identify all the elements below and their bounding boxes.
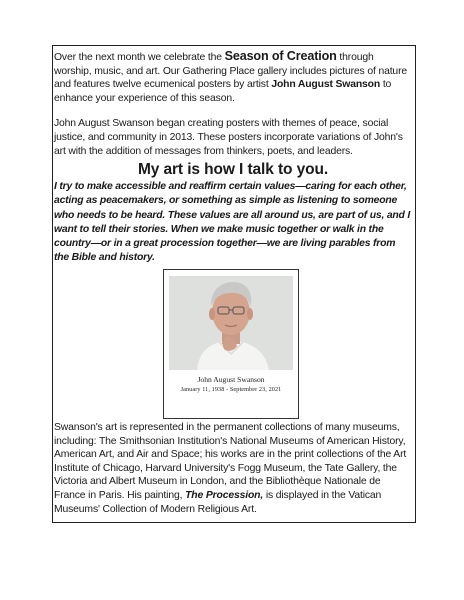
artist-quote: I try to make accessible and reaffirm certain values—caring for each other, acting as peacemakers, or something as simple as listening to someone who needs to be heard. These values are all around us, are part of us, and I want to tell their stories. When we make music together or walk in the country—or in a great procession together—we are living parables from the Bible and history. [54, 181, 411, 264]
photo-caption [169, 375, 293, 394]
intro-text-3: to enhance your experience of this season. [54, 79, 392, 104]
collections-text-2: is displayed in the Vatican Museums' Collection of Modern Religious Art. [54, 489, 382, 515]
artist-name: John August Swanson [271, 79, 381, 91]
intro-text-1: Over the next month we celebrate the [54, 52, 225, 63]
caption-name: John August Swanson [197, 375, 265, 384]
artist-portrait [169, 276, 293, 370]
season-of-creation: Season of Creation [224, 49, 337, 63]
painting-title: The Procession, [185, 489, 264, 501]
artist-photo-card [163, 269, 299, 419]
collections-paragraph [54, 421, 412, 516]
intro-text-2: through worship, music, and art. Our Gathering Place gallery includes pictures of nature and features twelve ecumenical posters by artist [54, 52, 408, 91]
caption-dates: January 11, 1938 - September 23, 2021 [180, 386, 282, 393]
article [54, 48, 412, 265]
bio-paragraph: John August Swanson began creating posters with themes of peace, social justice, and community in 2013. These posters incorporate variations of John's art with the addition of messages from thinkers, poets, and leaders. [54, 118, 403, 157]
collections-text-1: Swanson's art is represented in the permanent collections of many museums, including: The Smithsonian Institution's National Museums of American History, American Art, and Air and Space; his works are in the print collections of the Art Institute of Chicago, Harvard University's Fogg Museum, the Tate Gallery, the Victoria and Albert Museum in London, and the Bibliothèque Nationale de France in Paris. His painting, [54, 422, 407, 501]
intro-paragraph [54, 50, 412, 105]
quote-heading: My art is how I talk to you. [137, 161, 329, 179]
